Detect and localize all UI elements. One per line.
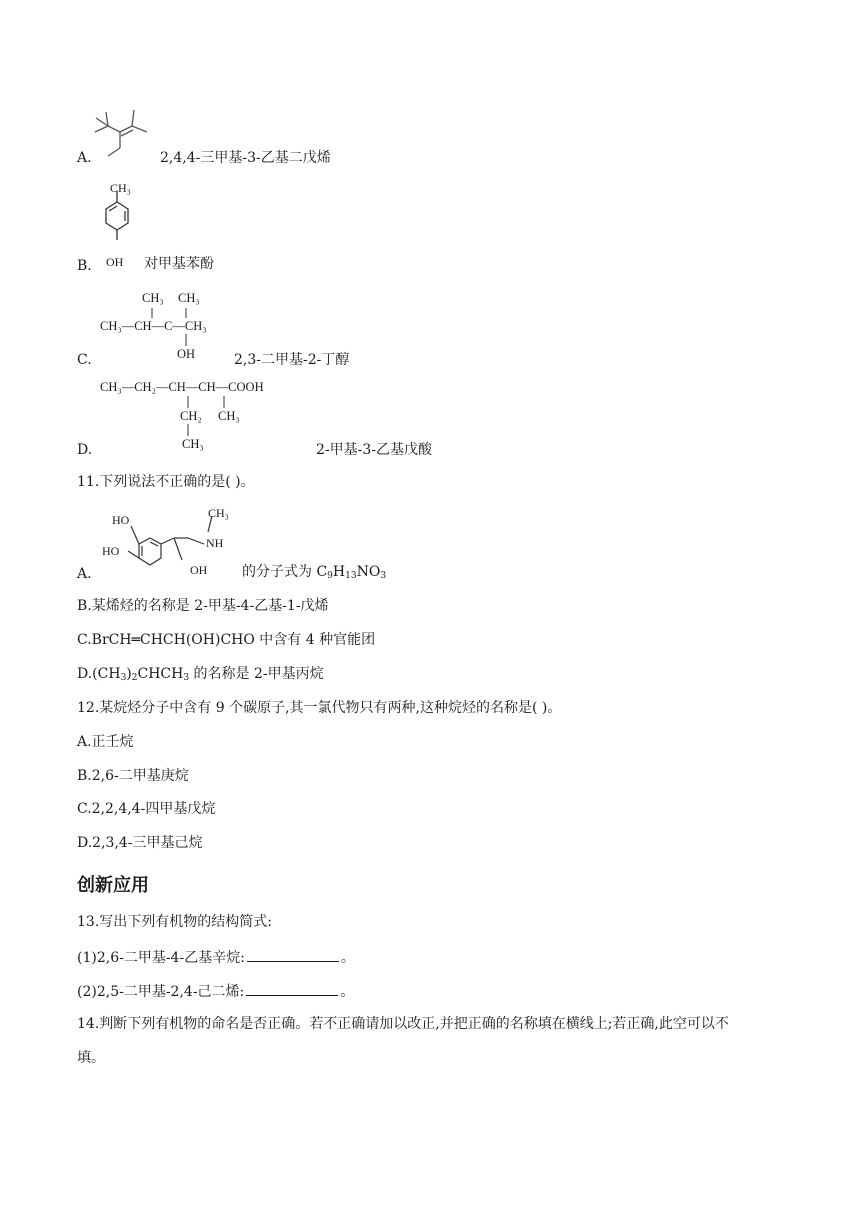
ch3-label: CH₃ xyxy=(208,506,229,520)
option-d-name: 2-甲基-3-乙基戊酸 xyxy=(316,442,433,458)
option-letter: D. xyxy=(77,442,93,458)
option-b-text: B.某烯烃的名称是 2-甲基-4-乙基-1-戊烯 xyxy=(77,598,329,614)
nh-label: NH xyxy=(206,536,224,550)
option-b-name: 对甲基苯酚 xyxy=(144,256,214,272)
option-a-name: 2,4,4-三甲基-3-乙基二戊烯 xyxy=(160,150,331,166)
structure-d-main: CH₃—CH₂—CH—CH—COOH xyxy=(100,380,264,394)
answer-blank[interactable] xyxy=(246,981,338,996)
option-c-text: C.2,2,4,4-四甲基戊烷 xyxy=(77,801,216,817)
question-14-line-2: 填。 xyxy=(77,1050,105,1066)
question-11-stem: 11.下列说法不正确的是( )。 xyxy=(77,474,255,490)
structure-d-ch2: CH₂ xyxy=(180,409,202,423)
structure-c-top1: CH₃ xyxy=(142,291,164,305)
question-12-stem: 12.某烷烃分子中含有 9 个碳原子,其一氯代物只有两种,这种烷烃的名称是( )。 xyxy=(77,700,562,716)
option-letter: B. xyxy=(77,258,92,274)
option-d-text: $D.(CH_3)_2CHCH_3$ 的名称是 2-甲基丙烷 xyxy=(77,666,324,683)
ho-label-1: HO xyxy=(112,513,130,527)
question-14-line-1: 14.判断下列有机物的命名是否正确。若不正确请加以改正,并把正确的名称填在横线上;若正确,此空可以不 xyxy=(77,1016,729,1032)
structure-c-oh: OH xyxy=(177,347,196,361)
option-a-formula: 的分子式为 $C_9H_{13}NO_3$ xyxy=(242,564,387,581)
option-c-text: C.BrCH═CHCH(OH)CHO 中含有 4 种官能团 xyxy=(77,632,376,648)
structure-d-bonds xyxy=(0,0,1,1)
p-cresol-structure xyxy=(96,178,146,268)
oh-label: OH xyxy=(190,563,208,577)
option-letter: A. xyxy=(77,566,92,582)
answer-blank[interactable] xyxy=(247,947,339,962)
option-letter: A. xyxy=(77,150,92,166)
option-a-text: A.正壬烷 xyxy=(77,734,134,750)
structure-d-ch3b: CH₃ xyxy=(182,437,204,451)
option-b-text: B.2,6-二甲基庚烷 xyxy=(77,768,189,784)
skeletal-structure-a xyxy=(90,104,160,160)
section-heading: 创新应用 xyxy=(77,875,149,896)
question-13-part-2: (2)2,5-二甲基-2,4-己二烯: 。 xyxy=(77,981,354,1001)
ch3-label: CH₃ xyxy=(110,181,131,195)
structure-d-ch3a: CH₃ xyxy=(218,409,240,423)
question-13-stem: 13.写出下列有机物的结构简式: xyxy=(77,914,272,930)
option-letter: C. xyxy=(77,352,92,368)
question-13-part-1: (1)2,6-二甲基-4-乙基辛烷: 。 xyxy=(77,947,355,967)
epinephrine-structure xyxy=(100,504,240,580)
option-c-name: 2,3-二甲基-2-丁醇 xyxy=(234,352,350,368)
structure-c-top2: CH₃ xyxy=(178,291,200,305)
oh-label: OH xyxy=(106,255,124,269)
ho-label-2: HO xyxy=(102,544,120,558)
option-d-text: D.2,3,4-三甲基己烷 xyxy=(77,835,203,851)
structure-c-main: CH₃—CH—C—CH₃ xyxy=(100,319,207,333)
